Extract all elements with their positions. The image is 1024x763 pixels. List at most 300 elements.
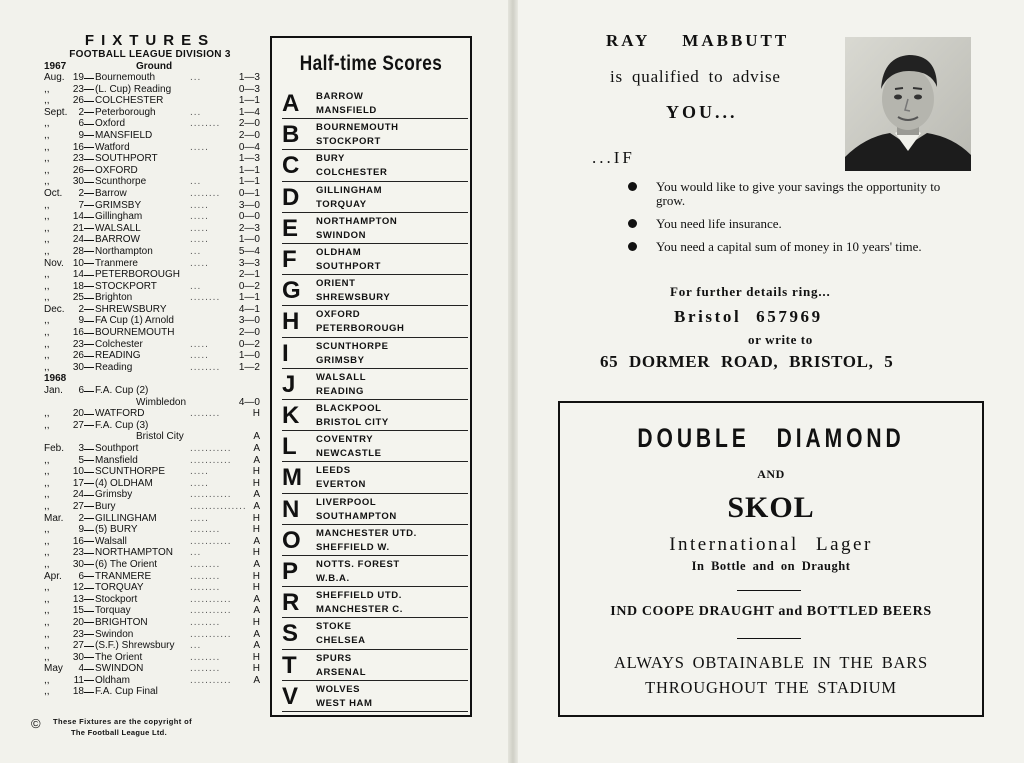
advert-qualified: is qualified to advise [610, 67, 781, 86]
halftime-row [282, 494, 468, 525]
fixture-result: 5—4 [238, 245, 260, 257]
fixture-dash [84, 611, 94, 612]
fixture-row [40, 397, 260, 409]
halftime-row [282, 650, 468, 681]
fixture-month: ,, [44, 176, 50, 188]
fixture-dash [84, 669, 94, 670]
fixture-row [40, 153, 260, 165]
fixture-dots: ..... [190, 512, 209, 524]
fixture-result: A [253, 628, 260, 640]
fixture-opponent: SWINDON [95, 663, 144, 675]
fixture-month: ,, [44, 628, 50, 640]
fixture-opponent: TORQUAY [95, 582, 144, 594]
fixture-opponent: MANSFIELD [95, 129, 153, 141]
halftime-away-team: STOCKPORT [316, 136, 381, 148]
halftime-letter: E [282, 214, 299, 242]
fixture-day: 18 [72, 280, 84, 292]
fixture-result: A [253, 674, 260, 686]
fixture-day: 23 [72, 338, 84, 350]
fixture-dots: ........ [190, 558, 221, 570]
fixture-dash [84, 356, 94, 357]
fixture-result: 4—1 [238, 303, 260, 315]
fixture-dash [84, 680, 94, 681]
fixture-dash [84, 333, 94, 334]
fixture-dash [84, 646, 94, 647]
fixture-day: 2 [78, 106, 84, 118]
fixture-day: 6 [78, 118, 84, 130]
fixture-month: ,, [44, 350, 50, 362]
fixture-opponent: OXFORD [95, 164, 138, 176]
fixture-result: H [252, 477, 260, 489]
fixture-day: 13 [72, 593, 84, 605]
beer-divider-1 [737, 590, 801, 591]
fixture-dash [84, 135, 94, 136]
advert-name [606, 31, 789, 51]
fixture-dots: ........ [190, 524, 221, 536]
fixture-result: 0—0 [238, 211, 260, 223]
advert-if: ...IF [592, 148, 635, 167]
halftime-away-team: MANCHESTER C. [316, 604, 403, 616]
fixture-month: ,, [44, 616, 50, 628]
halftime-away-team: MANSFIELD [316, 105, 377, 116]
fixture-day: 19 [72, 72, 84, 83]
fixture-dash [84, 228, 94, 229]
fixture-dots: ........ [190, 582, 221, 594]
fixture-month: ,, [44, 164, 50, 176]
fixture-dots: ..... [190, 222, 209, 234]
halftime-away-team: GRIMSBY [316, 354, 365, 366]
fixture-opponent: F.A. Cup Final [95, 686, 158, 698]
fixture-opponent: (4) OLDHAM [95, 477, 153, 489]
fixture-opponent: TRANMERE [95, 570, 152, 582]
halftime-row [282, 244, 468, 275]
fixture-month: ,, [44, 327, 50, 339]
fixture-row [40, 605, 260, 617]
fixture-dots: ........ [190, 663, 221, 675]
fixture-dots: ........ [190, 292, 221, 304]
fixture-dash [84, 553, 94, 554]
halftime-letter: R [282, 589, 300, 617]
fixture-result: 0—1 [238, 187, 260, 199]
halftime-row [282, 275, 468, 306]
fixture-opponent: Reading [95, 361, 133, 373]
fixture-dots: ... [190, 547, 202, 559]
fixture-result: 1—4 [238, 106, 260, 118]
fixture-month: ,, [44, 466, 50, 478]
halftime-home-team: OXFORD [316, 309, 361, 321]
fixture-dash [84, 344, 94, 345]
fixture-month: ,, [44, 558, 50, 570]
beer-advert-box [558, 401, 984, 717]
fixture-result: 1—3 [238, 72, 260, 83]
advert-name-last: MABBUTT [682, 31, 790, 50]
fixture-day: 6 [78, 385, 84, 397]
fixture-dash [84, 657, 94, 658]
fixture-result: 2—0 [238, 118, 260, 130]
fixture-dots: ........... [190, 535, 232, 547]
fixture-day: 4 [78, 663, 84, 675]
halftime-away-team: SHEFFIELD W. [316, 541, 390, 553]
fixture-row [40, 455, 260, 467]
beer-divider-2 [737, 638, 801, 639]
fixture-dash [84, 622, 94, 623]
fixture-dash [84, 692, 94, 693]
fixture-row [40, 339, 260, 351]
fixture-dash [84, 159, 94, 160]
halftime-home-team: BLACKPOOL [316, 403, 382, 414]
halftime-home-team: NORTHAMPTON [316, 215, 398, 227]
fixture-dots: ............... [190, 500, 247, 512]
fixture-result: 4—0 [238, 396, 260, 408]
halftime-away-team: SWINDON [316, 229, 367, 241]
fixture-result: A [253, 443, 260, 454]
fixture-row [40, 547, 260, 559]
fixture-opponent: Watford [95, 141, 130, 153]
fixture-row [40, 582, 260, 594]
fixture-dash [84, 217, 94, 218]
fixture-month: ,, [44, 95, 50, 107]
fixture-day: 26 [72, 350, 84, 362]
fixture-row [40, 223, 260, 235]
fixture-row [40, 478, 260, 490]
halftime-letter: G [282, 277, 301, 305]
fixture-result: 2—1 [238, 269, 260, 281]
fixture-result: A [253, 558, 260, 570]
halftime-letter: L [282, 433, 297, 461]
fixture-month: ,, [44, 454, 50, 466]
fixture-month: ,, [44, 141, 50, 153]
fixture-month: ,, [44, 500, 50, 512]
fixture-month: ,, [44, 222, 50, 234]
fixture-result: H [252, 582, 260, 594]
fixture-day: 9 [78, 129, 84, 141]
fixture-day: 2 [78, 187, 84, 199]
fixture-dots: ... [190, 280, 202, 292]
advert-name-first: RAY [606, 31, 651, 50]
advert-further-details: For further details ring... [670, 284, 831, 299]
fixture-row [40, 524, 260, 536]
fixture-row [40, 142, 260, 154]
fixture-day: 23 [72, 628, 84, 640]
halftime-home-team: WOLVES [316, 683, 361, 695]
fixture-row [40, 118, 260, 130]
fixture-opponent: Colchester [95, 338, 143, 350]
fixture-result: H [252, 663, 260, 675]
fixture-day: 17 [72, 477, 84, 489]
fixture-dash [84, 275, 94, 276]
fixture-dash [84, 89, 94, 90]
fixture-day: 30 [72, 176, 84, 188]
fixture-row [40, 95, 260, 107]
fixture-dash [84, 483, 94, 484]
fixture-result: 1—0 [238, 234, 260, 246]
fixture-day: 23 [72, 153, 84, 165]
halftime-away-team: COLCHESTER [316, 167, 388, 179]
advert-bullet [624, 217, 954, 231]
fixture-row [40, 362, 260, 374]
fixture-opponent: READING [95, 350, 141, 362]
fixture-month: ,, [44, 686, 50, 698]
fixture-result: A [253, 500, 260, 512]
fixture-opponent: GILLINGHAM [95, 512, 157, 524]
fixture-day: 30 [72, 651, 84, 663]
fixture-opponent: BRIGHTON [95, 616, 148, 628]
fixture-opponent: (L. Cup) Reading [95, 83, 172, 95]
fixture-row [40, 385, 260, 397]
fixture-result: 0—4 [238, 141, 260, 153]
fixture-result: 2—3 [238, 222, 260, 234]
fixture-row [40, 640, 260, 652]
fixture-day: 24 [72, 489, 84, 501]
fixture-dash [84, 541, 94, 542]
bullet-dot-icon [628, 219, 637, 228]
fixture-dash [84, 518, 94, 519]
fixture-dash [84, 193, 94, 194]
fixture-result: H [252, 408, 260, 420]
beer-bottle-draught: In Bottle and on Draught [691, 559, 851, 573]
advert-phone: Bristol 657969 [674, 307, 823, 326]
fixture-opponent: (S.F.) Shrewsbury [95, 640, 175, 652]
fixture-result: A [253, 489, 260, 501]
fixture-row [40, 292, 260, 304]
fixture-month: ,, [44, 118, 50, 130]
fixture-day: 10 [72, 466, 84, 478]
halftime-row [282, 213, 468, 244]
fixture-dots: ........... [190, 443, 232, 454]
fixture-day: 3 [78, 443, 84, 454]
fixture-day: 20 [72, 616, 84, 628]
copyright-line-1: These Fixtures are the copyright of [53, 717, 193, 726]
halftime-home-team: MANCHESTER UTD. [316, 527, 417, 539]
fixture-dash [84, 298, 94, 299]
fixture-opponent: SCUNTHORPE [95, 466, 166, 478]
fixture-opponent: COLCHESTER [95, 95, 164, 107]
fixture-day: 9 [78, 315, 84, 327]
halftime-row [282, 681, 468, 712]
fixture-row [40, 489, 260, 501]
fixture-row [40, 373, 260, 385]
fixture-dash [84, 205, 94, 206]
fixture-row [40, 420, 260, 432]
fixture-month: Oct. [44, 187, 63, 199]
fixture-result: H [252, 616, 260, 628]
halftime-away-team: SHREWSBURY [316, 292, 391, 304]
fixture-month: ,, [44, 338, 50, 350]
halftime-letter: S [282, 620, 299, 648]
fixture-row [40, 84, 260, 96]
fixture-day: 27 [72, 419, 84, 431]
fixture-result: 1—2 [238, 361, 260, 373]
fixture-result: 0—3 [238, 83, 260, 95]
fixture-dash [84, 495, 94, 496]
fixture-opponent: Oxford [95, 118, 126, 130]
halftime-title: Half-time Scores [299, 52, 443, 75]
fixture-day: 7 [78, 199, 84, 211]
fixture-month: ,, [44, 292, 50, 304]
fixture-dots: ........... [190, 605, 232, 617]
fixture-day: 28 [72, 245, 84, 257]
fixture-dots: ........... [190, 454, 232, 466]
fixture-dots: ........ [190, 361, 221, 373]
fixture-day: 16 [72, 141, 84, 153]
fixture-dash [84, 530, 94, 531]
fixture-day: 14 [72, 211, 84, 223]
fixture-dash [84, 170, 94, 171]
fixture-dots: ..... [190, 350, 209, 362]
fixture-day: 23 [72, 547, 84, 559]
fixture-row [40, 536, 260, 548]
fixture-day: 15 [72, 605, 84, 617]
fixture-dash [84, 367, 94, 368]
advert-bullet-text: You need a capital sum of money in 10 years' time. [656, 239, 922, 254]
fixture-dots: ........... [190, 593, 232, 605]
halftime-letter: P [282, 558, 299, 585]
bullet-dot-icon [628, 182, 637, 191]
fixture-dash [84, 182, 94, 183]
fixture-row [40, 663, 260, 675]
fixture-dots: ........ [190, 570, 221, 582]
fixture-dots: ... [190, 176, 202, 188]
fixture-opponent: Walsall [95, 535, 127, 547]
fixture-dots: ..... [190, 234, 209, 246]
fixture-month: ,, [44, 419, 50, 431]
fixture-dash [84, 147, 94, 148]
fixture-month: Sept. [44, 106, 68, 118]
halftime-home-team: STOKE [316, 621, 352, 633]
halftime-home-team: WALSALL [316, 371, 367, 383]
fixture-result: 0—2 [238, 280, 260, 292]
fixture-opponent: F.A. Cup (2) [95, 385, 149, 397]
fixture-month: ,, [44, 280, 50, 292]
fixture-day: 26 [72, 95, 84, 107]
fixture-dots: ..... [190, 466, 209, 478]
halftime-row [282, 119, 468, 150]
fixture-dash [84, 286, 94, 287]
fixture-row [40, 188, 260, 200]
fixture-day: 2 [78, 303, 84, 315]
halftime-home-team: LIVERPOOL [316, 496, 377, 508]
fixture-row [40, 617, 260, 629]
fixture-result: 0—2 [238, 338, 260, 350]
fixture-row [40, 246, 260, 258]
halftime-home-team: BURY [316, 153, 345, 165]
halftime-away-team: PETERBOROUGH [316, 323, 405, 335]
fixture-dots: ..... [190, 141, 209, 153]
fixture-dash [84, 449, 94, 450]
fixture-dash [84, 599, 94, 600]
fixture-result: 3—0 [238, 315, 260, 327]
fixture-day: 27 [72, 640, 84, 652]
fixture-opponent: Mansfield [95, 454, 138, 466]
fixture-result: 1—1 [238, 95, 260, 107]
fixture-opponent: Southport [95, 443, 139, 454]
fixture-dash [84, 78, 94, 79]
advert-or-write: or write to [748, 332, 813, 347]
fixture-result: 1—3 [238, 153, 260, 165]
fixture-row [40, 431, 260, 443]
halftime-letter: I [282, 339, 289, 367]
fixture-result: A [253, 535, 260, 547]
advert-bullet-text: You would like to give your savings the opportunity to grow. [656, 179, 941, 208]
fixture-dots: ........ [190, 408, 221, 420]
fixture-month: Apr. [44, 570, 62, 582]
advert-bullet [624, 240, 954, 254]
fixture-dash [84, 124, 94, 125]
halftime-letter: V [282, 682, 299, 710]
fixture-month: ,, [44, 234, 50, 246]
fixture-month: ,, [44, 245, 50, 257]
fixture-row [40, 652, 260, 664]
fixture-row [40, 72, 260, 84]
halftime-home-team: SPURS [316, 652, 352, 664]
beer-lager: International Lager [669, 534, 873, 555]
halftime-home-team: GILLINGHAM [316, 184, 383, 196]
halftime-away-team: TORQUAY [316, 198, 367, 210]
fixtures-title: FIXTURES [84, 32, 216, 49]
fixture-row [40, 327, 260, 339]
fixture-opponent: Bournemouth [95, 72, 156, 83]
fixture-dash [84, 460, 94, 461]
beer-throughout-stadium: THROUGHOUT THE STADIUM [645, 678, 897, 697]
fixture-opponent: GRIMSBY [95, 199, 142, 211]
halftime-scores-box [270, 36, 472, 717]
fixture-dash [84, 564, 94, 565]
copyright-icon: © [31, 716, 41, 731]
fixture-opponent: Bristol City [136, 431, 184, 443]
halftime-row [282, 338, 468, 369]
fixtures-column [40, 33, 260, 698]
fixture-month: ,, [44, 315, 50, 327]
fixtures-header [40, 61, 260, 72]
fixture-dash [84, 240, 94, 241]
halftime-home-team: BARROW [316, 91, 364, 102]
fixture-result: H [252, 524, 260, 536]
fixture-opponent: Barrow [95, 187, 127, 199]
halftime-letter: B [282, 121, 300, 149]
fixture-month: ,, [44, 477, 50, 489]
fixture-month: May [44, 663, 63, 675]
fixture-dots: ..... [190, 477, 209, 489]
fixture-result: H [252, 570, 260, 582]
fixture-result: H [252, 512, 260, 524]
fixture-day: 10 [72, 257, 84, 269]
fixture-dots: ........ [190, 651, 221, 663]
beer-and: AND [757, 467, 785, 481]
fixture-row [40, 629, 260, 641]
fixture-dash [84, 321, 94, 322]
fixture-row [40, 200, 260, 212]
fixture-month: ,, [44, 640, 50, 652]
fixture-opponent: BARROW [95, 234, 140, 246]
fixture-month: Aug. [44, 72, 65, 83]
fixture-opponent: The Orient [95, 651, 143, 663]
fixture-opponent: Brighton [95, 292, 133, 304]
halftime-row [282, 88, 468, 119]
fixture-opponent: Scunthorpe [95, 176, 147, 188]
halftime-home-team: COVENTRY [316, 434, 374, 446]
fixture-day: 2 [78, 512, 84, 524]
fixture-opponent: (6) The Orient [95, 558, 158, 570]
halftime-away-team: NEWCASTLE [316, 448, 382, 460]
fixture-result: H [252, 651, 260, 663]
fixture-dots: ........ [190, 187, 221, 199]
fixture-dots: ... [190, 106, 202, 118]
fixture-result: 1—1 [238, 292, 260, 304]
fixture-opponent: Grimsby [95, 489, 133, 501]
fixture-dash [84, 588, 94, 589]
fixture-month: ,, [44, 605, 50, 617]
fixture-day: 11 [73, 674, 84, 686]
